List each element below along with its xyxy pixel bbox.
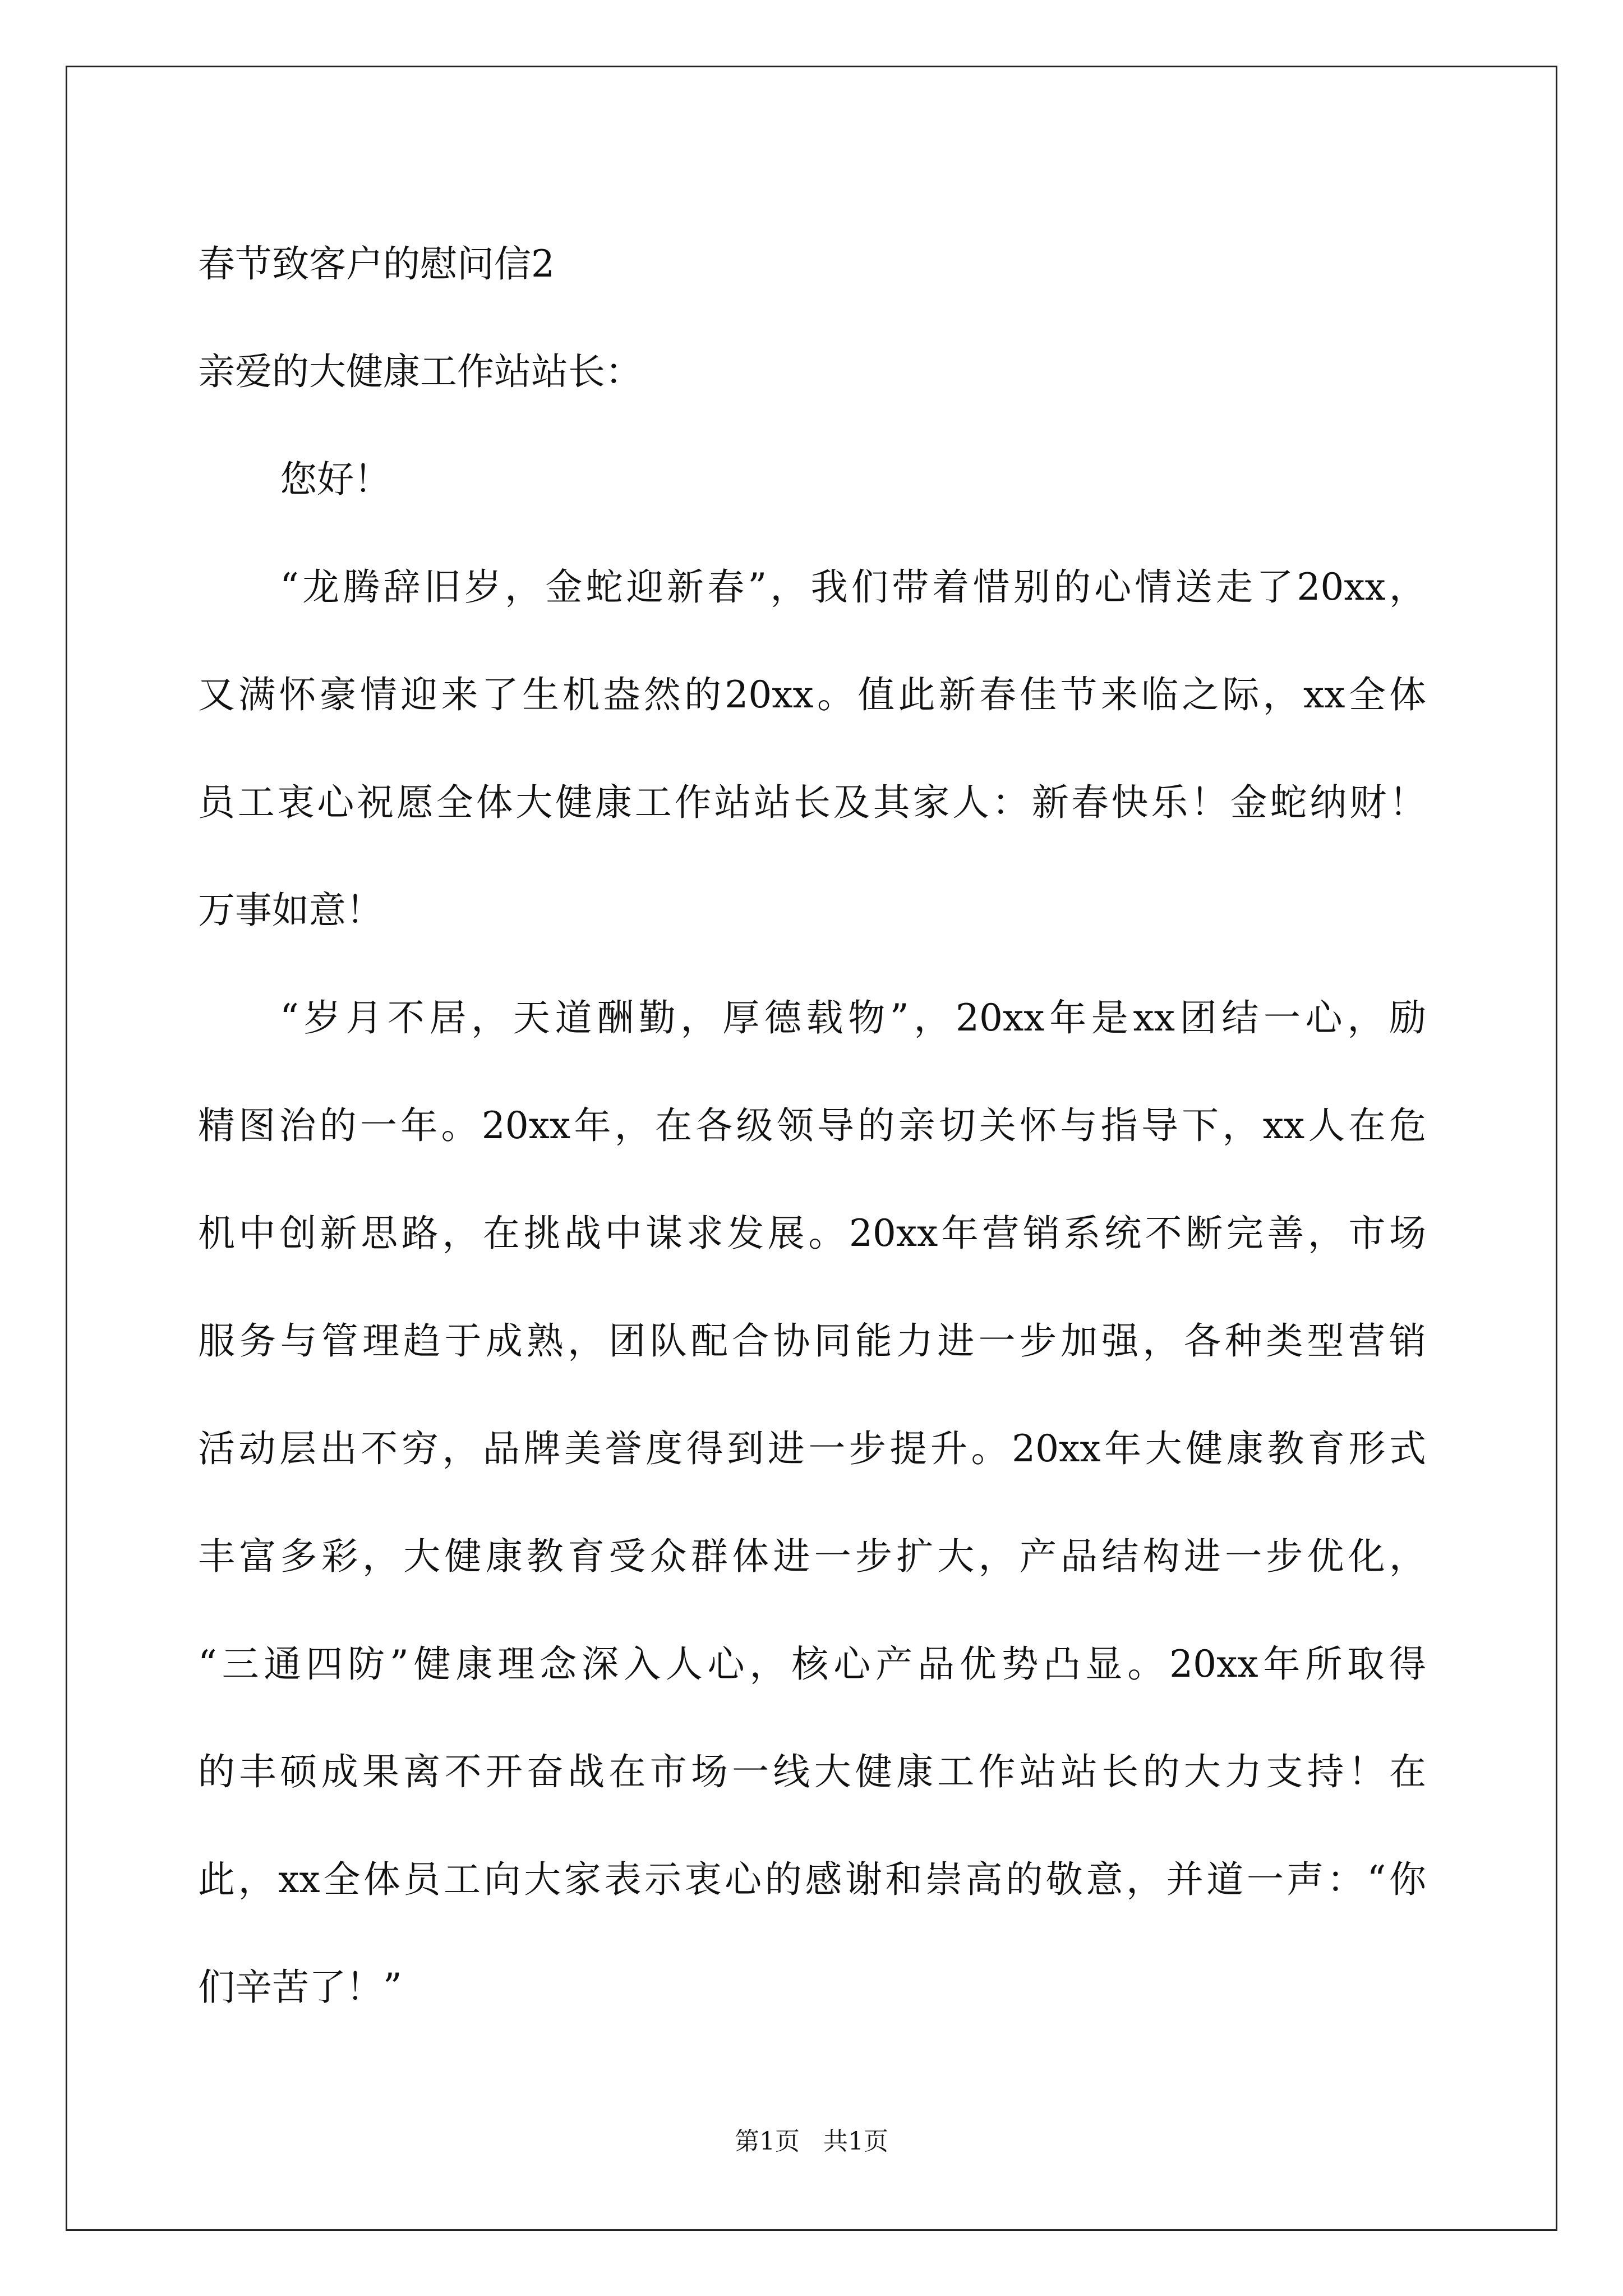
paragraph-1-line: “龙腾辞旧岁，金蛇迎新春”，我们带着惜别的心情送走了20xx， [280,565,1426,609]
greeting: 您好！ [280,458,391,501]
paragraph-2-line: 机中创新思路，在挑战中谋求发展。20xx年营销系统不断完善，市场 [198,1212,1426,1255]
page-footer [0,2125,1623,2159]
paragraph-1-line: 员工衷心祝愿全体大健康工作站站长及其家人：新春快乐！金蛇纳财！ [198,781,1426,824]
paragraph-1-line: 又满怀豪情迎来了生机盎然的20xx。值此新春佳节来临之际，xx全体 [198,673,1426,716]
paragraph-2-line: 此，xx全体员工向大家表示衷心的感谢和崇高的敬意，并道一声：“你 [198,1858,1426,1901]
page-number-current: 第1页 [735,2127,800,2156]
paragraph-1-line: 万事如意！ [198,889,383,932]
paragraph-2-line: 精图治的一年。20xx年，在各级领导的亲切关怀与指导下，xx人在危 [198,1104,1426,1147]
page-number-total: 共1页 [823,2127,888,2156]
paragraph-2-line: “岁月不居，天道酬勤，厚德载物”，20xx年是xx团结一心，励 [280,996,1426,1039]
document-title: 春节致客户的慰问信2 [198,242,555,286]
paragraph-2-line: 服务与管理趋于成熟，团队配合协同能力进一步加强，各种类型营销 [198,1319,1426,1363]
salutation: 亲爱的大健康工作站站长： [198,350,642,393]
paragraph-2-line: 的丰硕成果离不开奋战在市场一线大健康工作站站长的大力支持！在 [198,1750,1426,1793]
document-body [198,210,1426,2041]
paragraph-2-line: 活动层出不穷，品牌美誉度得到进一步提升。20xx年大健康教育形式 [198,1427,1426,1470]
paragraph-2-line: 们辛苦了！” [198,1966,402,2009]
paragraph-2-line: “三通四防”健康理念深入人心，核心产品优势凸显。20xx年所取得 [198,1642,1426,1686]
paragraph-2-line: 丰富多彩，大健康教育受众群体进一步扩大，产品结构进一步优化， [198,1535,1426,1578]
